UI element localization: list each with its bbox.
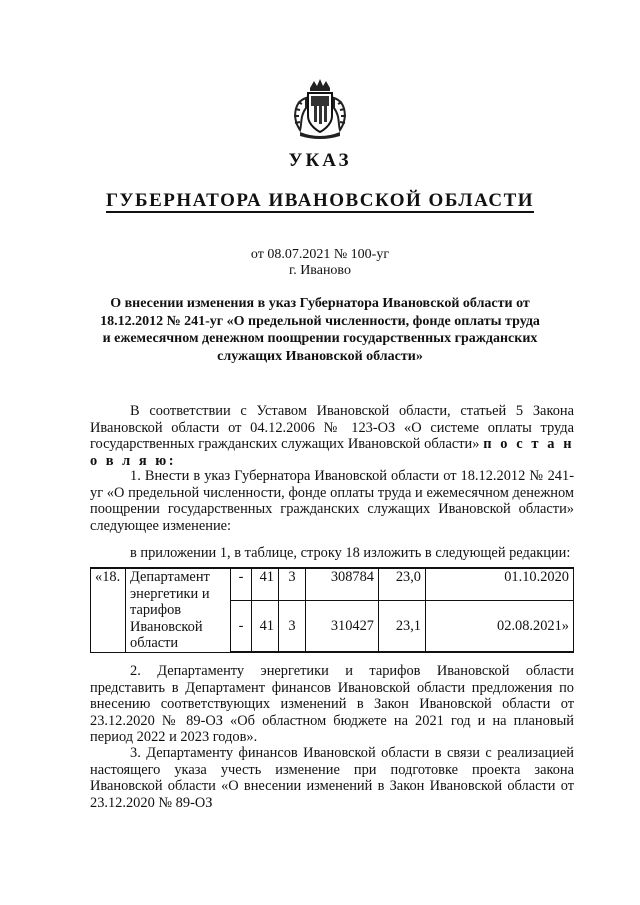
resolve-word: п о с т а н о в л я ю:: [90, 436, 574, 469]
item-2-paragraph: 2. Департаменту энергетики и тарифов Ивановской области представить в Департамент финансов Ивановской области предложения по внесению соответствующих изменений в Закон Ивановской области от 23.12.2020 № 89-ОЗ «Об областном бюджете на 2021 год и на плановый период 2022 и 2023 годов».: [90, 663, 574, 746]
table-cell: 01.10.2020: [426, 568, 574, 600]
coat-of-arms-icon: [288, 78, 352, 140]
preamble-paragraph: [90, 403, 574, 469]
document-issuer-title: [0, 190, 640, 212]
document-type-title: УКАЗ: [288, 150, 352, 171]
item-1-paragraph: 1. Внести в указ Губернатора Ивановской области от 18.12.2012 № 241-уг «О предельной численности, фонде оплаты труда и ежемесячном денежном поощрении государственных гражданских служащих Ивановской области» следующее изменение:: [90, 468, 574, 534]
table-cell: 23,0: [379, 568, 426, 600]
table-cell: 41: [252, 568, 279, 600]
row-number-cell: «18.: [91, 568, 126, 652]
item-3-paragraph: 3. Департаменту финансов Ивановской области в связи с реализацией настоящего указа учесть изменение при подготовке проекта закона Ивановской области «О внесении изменений в Закон Ивановской области от 23.12.2020 № 89-ОЗ: [90, 745, 574, 811]
amendment-table: [90, 567, 574, 653]
table-cell: 3: [279, 568, 306, 600]
document-date-number: от 08.07.2021 № 100-уг: [250, 247, 390, 262]
document-city: г. Иваново: [289, 263, 351, 278]
table-cell: 41: [252, 600, 279, 652]
table-cell: 23,1: [379, 600, 426, 652]
table-cell: -: [231, 600, 252, 652]
table-cell: 308784: [306, 568, 379, 600]
table-cell: 02.08.2021»: [426, 600, 574, 652]
preamble-text: В соответствии с Уставом Ивановской области, статьей 5 Закона Ивановской области от 04.12.2006 № 123-ОЗ «О системе оплаты труда государственных гражданских служащих Ивановской области»: [90, 403, 574, 453]
document-subject: О внесении изменения в указ Губернатора Ивановской области от 18.12.2012 № 241-уг «О предельной численности, фонде оплаты труда и ежемесячном денежном поощрении государственных гражданских служащих Ивановской области»: [100, 296, 540, 364]
table-cell: 3: [279, 600, 306, 652]
table-cell: 310427: [306, 600, 379, 652]
table-row: [91, 568, 574, 600]
issuer-text: ГУБЕРНАТОРА ИВАНОВСКОЙ ОБЛАСТИ: [105, 190, 535, 211]
item-1-sub-paragraph: в приложении 1, в таблице, строку 18 изложить в следующей редакции:: [130, 545, 571, 561]
table-cell: -: [231, 568, 252, 600]
department-name-cell: Департамент энергетики и тарифов Ивановской области: [126, 568, 231, 652]
